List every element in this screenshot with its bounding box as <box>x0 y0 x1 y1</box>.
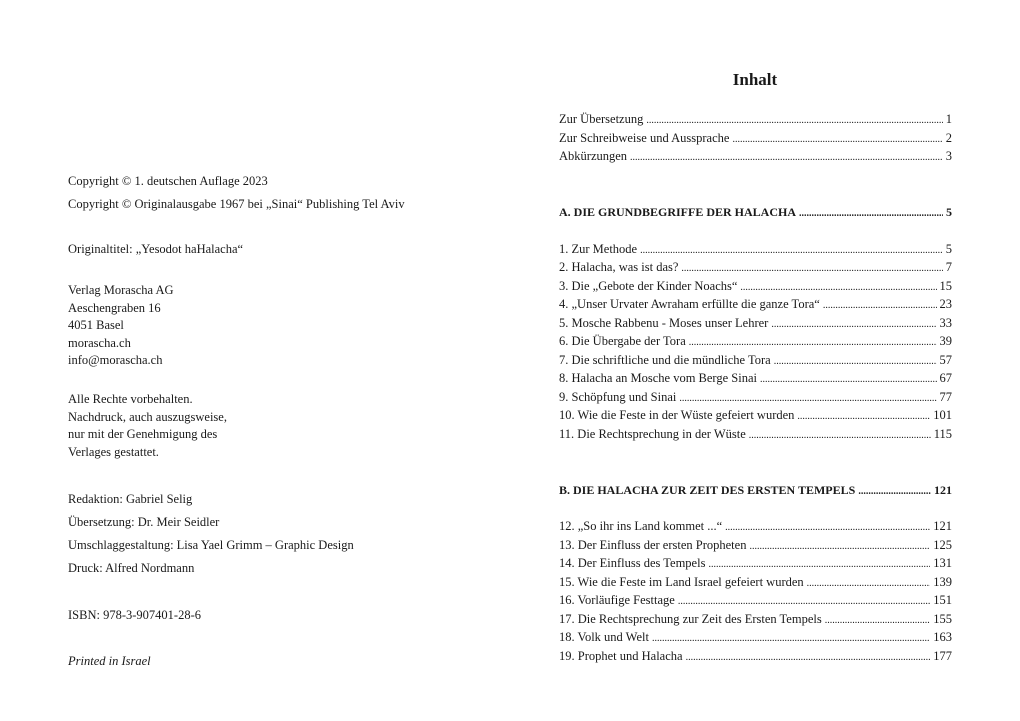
toc-entry <box>559 111 952 129</box>
toc-entry-title: 7. Die schriftliche und die mündliche Tora <box>559 353 771 367</box>
toc-entry-title: Abkürzungen <box>559 149 628 163</box>
credit-umschlag: Umschlaggestaltung: Lisa Yael Grimm – Graphic Design <box>68 538 354 552</box>
rights-line: Verlages gestattet. <box>68 444 159 459</box>
copyright-line-1: Copyright © 1. deutschen Auflage 2023 <box>68 174 268 188</box>
toc-entry-title: 12. „So ihr ins Land kommet ...“ <box>559 519 723 533</box>
publisher-web: morascha.ch <box>68 335 131 350</box>
toc-entry <box>559 241 952 259</box>
toc-entry-title: 15. Wie die Feste im Land Israel gefeiert wurden <box>559 575 804 589</box>
toc-section-page: 121 <box>934 483 952 497</box>
rights-line: Alle Rechte vorbehalten. <box>68 392 193 406</box>
toc-entry-title: 8. Halacha an Mosche vom Berge Sinai <box>559 371 757 385</box>
toc-entry-page: 1 <box>945 112 952 126</box>
toc-entry <box>559 278 952 296</box>
toc-leader <box>689 333 937 351</box>
toc-entry-page: 15 <box>939 279 952 293</box>
toc-entry-title: 19. Prophet und Halacha <box>559 649 683 663</box>
toc-entry-title: 4. „Unser Urvater Awraham erfüllte die ganze Tora“ <box>559 297 820 311</box>
toc-entry-page: 77 <box>939 390 952 404</box>
toc-leader <box>823 296 937 314</box>
toc-entry <box>559 537 952 555</box>
toc-entry-page: 101 <box>933 408 952 422</box>
publisher-name: Verlag Morascha AG <box>68 283 174 297</box>
toc-entry-page: 57 <box>939 353 952 367</box>
isbn: ISBN: 978-3-907401-28-6 <box>68 608 201 622</box>
toc-entry <box>559 518 952 536</box>
toc-entry-title: 10. Wie die Feste in der Wüste gefeiert wurden <box>559 408 795 422</box>
toc-entry <box>559 555 952 573</box>
toc-leader <box>797 407 930 425</box>
toc-section-b <box>559 482 952 500</box>
toc-entry-title: 18. Volk und Welt <box>559 630 649 644</box>
toc-leader <box>678 592 930 610</box>
toc-entry-page: 39 <box>939 334 952 348</box>
toc-entry <box>559 611 952 629</box>
toc-entry-title: Zur Übersetzung <box>559 112 644 126</box>
publisher-email: info@morascha.ch <box>68 353 163 367</box>
toc-leader <box>679 389 936 407</box>
credit-redaktion: Redaktion: Gabriel Selig <box>68 492 193 506</box>
toc-leader <box>774 352 937 370</box>
toc-entry-page: 2 <box>945 131 952 145</box>
toc-entry-title: Zur Schreibweise und Aussprache <box>559 131 730 145</box>
copyright-line-2: Copyright © Originalausgabe 1967 bei „Sinai“ Publishing Tel Aviv <box>68 197 405 211</box>
toc-leader <box>858 482 931 500</box>
toc-leader <box>760 370 937 388</box>
toc-section-a <box>559 204 952 222</box>
original-title: Originaltitel: „Yesodot haHalacha“ <box>68 242 244 256</box>
toc-entry <box>559 259 952 277</box>
publisher-street: Aeschengraben 16 <box>68 300 161 315</box>
toc-entry-title: 6. Die Übergabe der Tora <box>559 334 686 348</box>
toc-entry-page: 7 <box>945 260 952 274</box>
toc-leader <box>681 259 942 277</box>
toc-entry <box>559 592 952 610</box>
toc-entry-page: 23 <box>939 297 952 311</box>
toc-entry-page: 151 <box>933 593 952 607</box>
rights-notice <box>68 391 227 461</box>
toc-entry <box>559 574 952 592</box>
toc-leader <box>686 648 931 666</box>
toc-entry <box>559 648 952 666</box>
toc-entry-page: 5 <box>945 242 952 256</box>
toc-entry-title: 11. Die Rechtsprechung in der Wüste <box>559 427 746 441</box>
toc-leader <box>807 574 931 592</box>
toc-entry-page: 155 <box>933 612 952 626</box>
publisher-city: 4051 Basel <box>68 318 124 332</box>
toc-entry-title: 1. Zur Methode <box>559 242 638 256</box>
toc-leader <box>640 241 943 259</box>
toc-entry-page: 125 <box>933 538 952 552</box>
toc-entry <box>559 370 952 388</box>
toc-leader <box>771 315 936 333</box>
toc-entry <box>559 629 952 647</box>
toc-section-title: A. DIE GRUNDBEGRIFFE DER HALACHA <box>559 205 797 219</box>
toc-entry-page: 177 <box>933 649 952 663</box>
toc-entry-page: 115 <box>933 427 952 441</box>
toc-entry-title: 5. Mosche Rabbenu - Moses unser Lehrer <box>559 316 769 330</box>
toc-entry <box>559 296 952 314</box>
rights-line: Nachdruck, auch auszugsweise, <box>68 409 227 424</box>
toc-entry-title: 3. Die „Gebote der Kinder Noachs“ <box>559 279 738 293</box>
toc-section-page: 5 <box>946 205 952 219</box>
toc-entry <box>559 315 952 333</box>
publisher-address <box>68 282 174 370</box>
toc-leader <box>708 555 930 573</box>
toc-entry-title: 17. Die Rechtsprechung zur Zeit des Ersten Tempels <box>559 612 822 626</box>
toc-leader <box>749 537 930 555</box>
toc-entry-page: 3 <box>945 149 952 163</box>
toc-entry-page: 131 <box>933 556 952 570</box>
toc-title: Inhalt <box>732 70 778 89</box>
toc-leader <box>652 629 930 647</box>
credit-druck: Druck: Alfred Nordmann <box>68 561 195 575</box>
toc-entry <box>559 333 952 351</box>
toc-entry-page: 121 <box>933 519 952 533</box>
toc-entry <box>559 352 952 370</box>
credit-uebersetzung: Übersetzung: Dr. Meir Seidler <box>68 515 220 529</box>
toc-entry-page: 163 <box>933 630 952 644</box>
toc-leader <box>799 204 943 222</box>
toc-entry <box>559 426 952 444</box>
toc-entry-title: 13. Der Einfluss der ersten Propheten <box>559 538 747 552</box>
toc-entry-title: 14. Der Einfluss des Tempels <box>559 556 706 570</box>
toc-leader <box>725 518 930 536</box>
toc-entry-title: 2. Halacha, was ist das? <box>559 260 679 274</box>
toc-entry-page: 33 <box>939 316 952 330</box>
toc-leader <box>646 111 942 129</box>
toc-entry-title: 9. Schöpfung und Sinai <box>559 390 677 404</box>
toc-entry-page: 139 <box>933 575 952 589</box>
toc-leader <box>749 426 931 444</box>
toc-entry <box>559 389 952 407</box>
toc-entry <box>559 148 952 166</box>
toc-entry-page: 67 <box>939 371 952 385</box>
toc-entry <box>559 130 952 148</box>
toc-section-title: B. DIE HALACHA ZUR ZEIT DES ERSTEN TEMPELS <box>559 483 856 497</box>
toc-leader <box>740 278 936 296</box>
printed-in: Printed in Israel <box>68 654 151 668</box>
toc-leader <box>825 611 931 629</box>
toc-entry-title: 16. Vorläufige Festtage <box>559 593 675 607</box>
toc-entry <box>559 407 952 425</box>
toc-leader <box>732 130 942 148</box>
rights-line: nur mit der Genehmigung des <box>68 427 218 441</box>
toc-leader <box>630 148 943 166</box>
